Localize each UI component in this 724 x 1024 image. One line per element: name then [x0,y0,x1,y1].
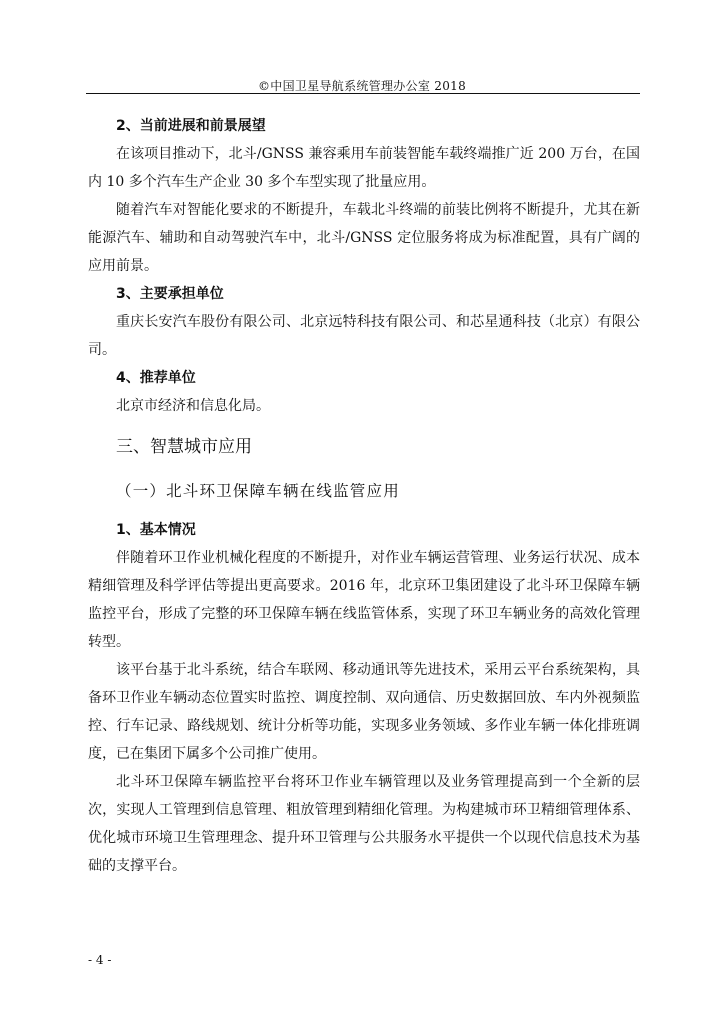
section-heading-undertakers: 3、主要承担单位 [116,286,224,302]
page-number: - 4 - [88,953,112,967]
paragraph: 该平台基于北斗系统，结合车联网、移动通讯等先进技术，采用云平台系统架构，具备环卫作业车辆动态位置实时监控、调度控制、双向通信、历史数据回放、车内外视频监控、行车记录、路线规划、统计分析等功能，实现多业务领域、多作业车辆一体化排班调度，已在集团下属多个公司推广使用。 [88,662,640,762]
header-rule [86,93,640,94]
section-heading-recommender: 4、推荐单位 [116,370,196,386]
paragraph: 北斗环卫保障车辆监控平台将环卫作业车辆管理以及业务管理提高到一个全新的层次，实现人工管理到信息管理、粗放管理到精细化管理。为构建城市环卫精细管理体系、优化城市环境卫生管理理念、提升环卫管理与公共服务水平提供一个以现代信息技术为基础的支撑平台。 [88,774,640,874]
chapter-heading: 三、智慧城市应用 [116,437,252,457]
section-heading-progress: 2、当前进展和前景展望 [116,118,266,134]
document-body [88,112,640,880]
paragraph: 重庆长安汽车股份有限公司、北京远特科技有限公司、和芯星通科技（北京）有限公司。 [88,314,640,358]
paragraph: 在该项目推动下，北斗/GNSS 兼容乘用车前装智能车载终端推广近 200 万台，在国内 10 多个汽车生产企业 30 多个车型实现了批量应用。 [88,146,640,190]
paragraph: 随着汽车对智能化要求的不断提升，车载北斗终端的前装比例将不断提升，尤其在新能源汽车、辅助和自动驾驶汽车中，北斗/GNSS 定位服务将成为标准配置，具有广阔的应用前景。 [88,202,640,274]
page-header: ©中国卫星导航系统管理办公室 2018 [257,79,467,93]
paragraph: 伴随着环卫作业机械化程度的不断提升，对作业车辆运营管理、业务运行状况、成本精细管理及科学评估等提出更高要求。2016 年，北京环卫集团建设了北斗环卫保障车辆监控平台，形成了完整的环卫保障车辆在线监管体系，实现了环卫车辆业务的高效化管理转型。 [88,550,640,650]
section-heading-basic: 1、基本情况 [116,522,196,538]
paragraph: 北京市经济和信息化局。 [116,398,270,414]
subchapter-heading: （一）北斗环卫保障车辆在线监管应用 [116,482,400,500]
